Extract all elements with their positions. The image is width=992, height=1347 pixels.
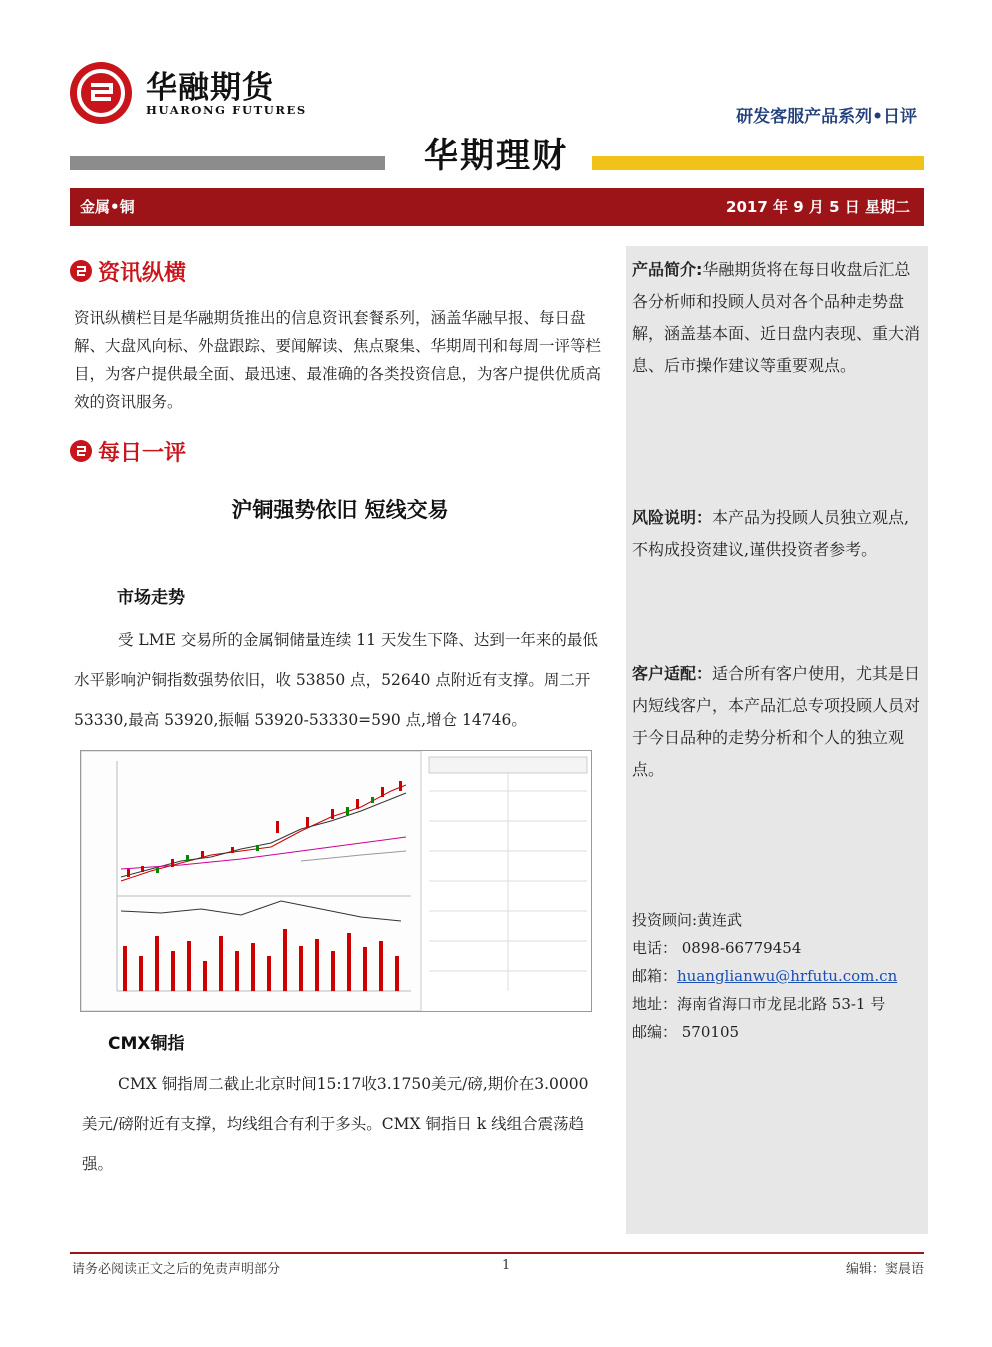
product-intro <box>632 254 924 382</box>
email-label: 邮箱： <box>632 967 678 985</box>
article-headline: 沪铜强势依旧 短线交易 <box>231 498 449 522</box>
advisor-email-row <box>632 962 924 990</box>
section-title-news: 资讯纵横 <box>98 261 187 286</box>
cmx-text: CMX 铜指周二截止北京时间15:17收3.1750美元/磅,期价在3.0000美元/磅附近有支撑，均线组合有利于多头。CMX 铜指日 k 线组合震荡趋强。 <box>82 1075 589 1173</box>
category-label: 金属•铜 <box>80 198 135 216</box>
market-trend-heading: 市场走势 <box>117 588 185 608</box>
section-logo-icon <box>70 260 92 282</box>
page-number: 1 <box>502 1258 511 1273</box>
cmx-heading: CMX铜指 <box>108 1034 185 1054</box>
footer-divider <box>70 1252 924 1254</box>
risk-note-label: 风险说明： <box>632 508 713 527</box>
client-fit-label: 客户适配： <box>632 664 713 683</box>
disclaimer-note: 请务必阅读正文之后的免责声明部分 <box>72 1262 281 1277</box>
risk-note-text: 本产品为投顾人员独立观点,不构成投资建议,谨供投资者参考。 <box>632 508 910 559</box>
report-date: 2017 年 9 月 5 日 星期二 <box>726 198 910 216</box>
section-title-daily: 每日一评 <box>98 441 187 466</box>
editor-credit: 编辑：窦晨语 <box>845 1262 924 1277</box>
company-name-cn: 华融期货 <box>146 70 274 106</box>
page-title: 华期理财 <box>424 136 568 176</box>
advisor-address: 地址：海南省海口市龙昆北路 53-1 号 <box>632 995 886 1013</box>
product-intro-label: 产品简介: <box>632 260 703 279</box>
company-logo-icon <box>70 62 132 124</box>
product-series: 研发客服产品系列•日评 <box>736 107 917 127</box>
news-intro-text: 资讯纵横栏目是华融期货推出的信息资讯套餐系列，涵盖华融早报、每日盘解、大盘风向标、外盘跟踪、要闻解读、焦点聚集、华期周刊和每周一评等栏目，为客户提供最全面、最迅速、最准确的各类投资信息，为客户提供优质高效的资讯服务。 <box>74 309 602 411</box>
advisor-phone: 电话： 0898-66779454 <box>632 939 802 957</box>
advisor-name: 投资顾问:黄连武 <box>632 911 743 929</box>
section-logo-icon <box>70 440 92 462</box>
contact-info <box>632 906 924 1046</box>
product-intro-text: 华融期货将在每日收盘后汇总各分析师和投顾人员对各个品种走势盘解，涵盖基本面、近日盘内表现、重大消息、后市操作建议等重要观点。 <box>632 260 921 375</box>
company-name-en: HUARONG FUTURES <box>146 103 307 117</box>
client-fit-text: 适合所有客户使用，尤其是日内短线客户，本产品汇总专项投顾人员对于今日品种的走势分析和个人的独立观点。 <box>632 664 921 779</box>
email-link[interactable]: huanglianwu@hrfutu.com.cn <box>677 967 898 985</box>
embedded-price-chart-image <box>80 750 592 1012</box>
advisor-zip: 邮编： 570105 <box>632 1023 740 1041</box>
client-fit <box>632 658 924 786</box>
market-trend-text: 受 LME 交易所的金属铜储量连续 11 天发生下降、达到一年来的最低水平影响沪铜指数强势依旧，收 53850 点，52640 点附近有支撑。周二开 53330,最高 53920,振幅 53920-53330=590 点,增仓 14746。 <box>74 631 598 729</box>
